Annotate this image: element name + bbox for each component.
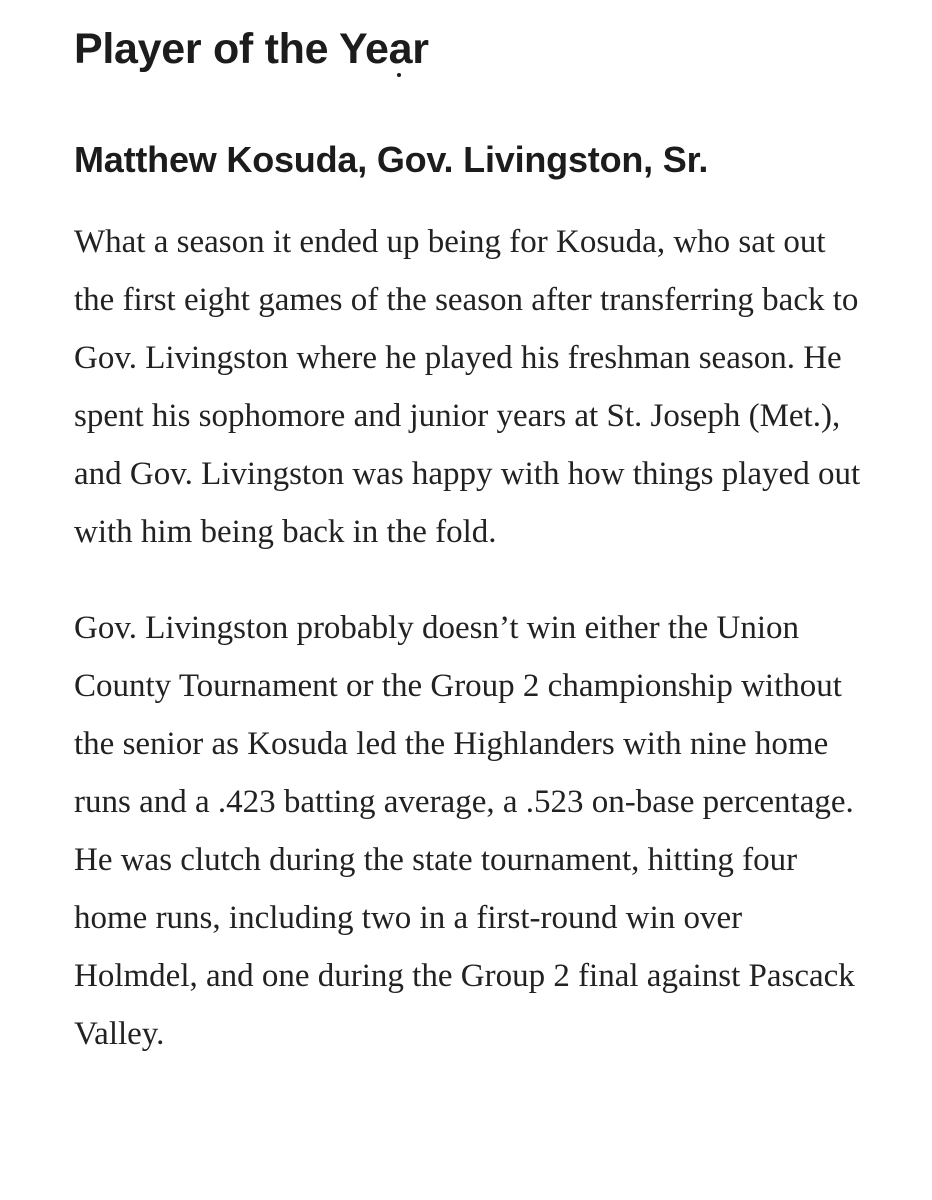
article-paragraph-1: What a season it ended up being for Kosuda, who sat out the first eight games of the season after transferring back to Gov. Livingston where he played his freshman season. He spent his sophomore and junior years at St. Joseph (Met.), and Gov. Livingston was happy with how things played out with him being back in the fold.	[74, 224, 861, 550]
article	[74, 18, 874, 1063]
section-title-text: Player of the Year	[74, 25, 429, 73]
player-name-heading: Matthew Kosuda, Gov. Livingston, Sr.	[74, 139, 709, 180]
stray-dot-mark	[397, 73, 401, 77]
section-title	[74, 18, 874, 80]
article-paragraph-2: Gov. Livingston probably doesn’t win either the Union County Tournament or the Group 2 championship without the senior as Kosuda led the Highlanders with nine home runs and a .423 batting average, a .523 on-base percentage. He was clutch during the state tournament, hitting four home runs, including two in a first-round win over Holmdel, and one during the Group 2 final against Pascack Valley.	[74, 610, 855, 1052]
